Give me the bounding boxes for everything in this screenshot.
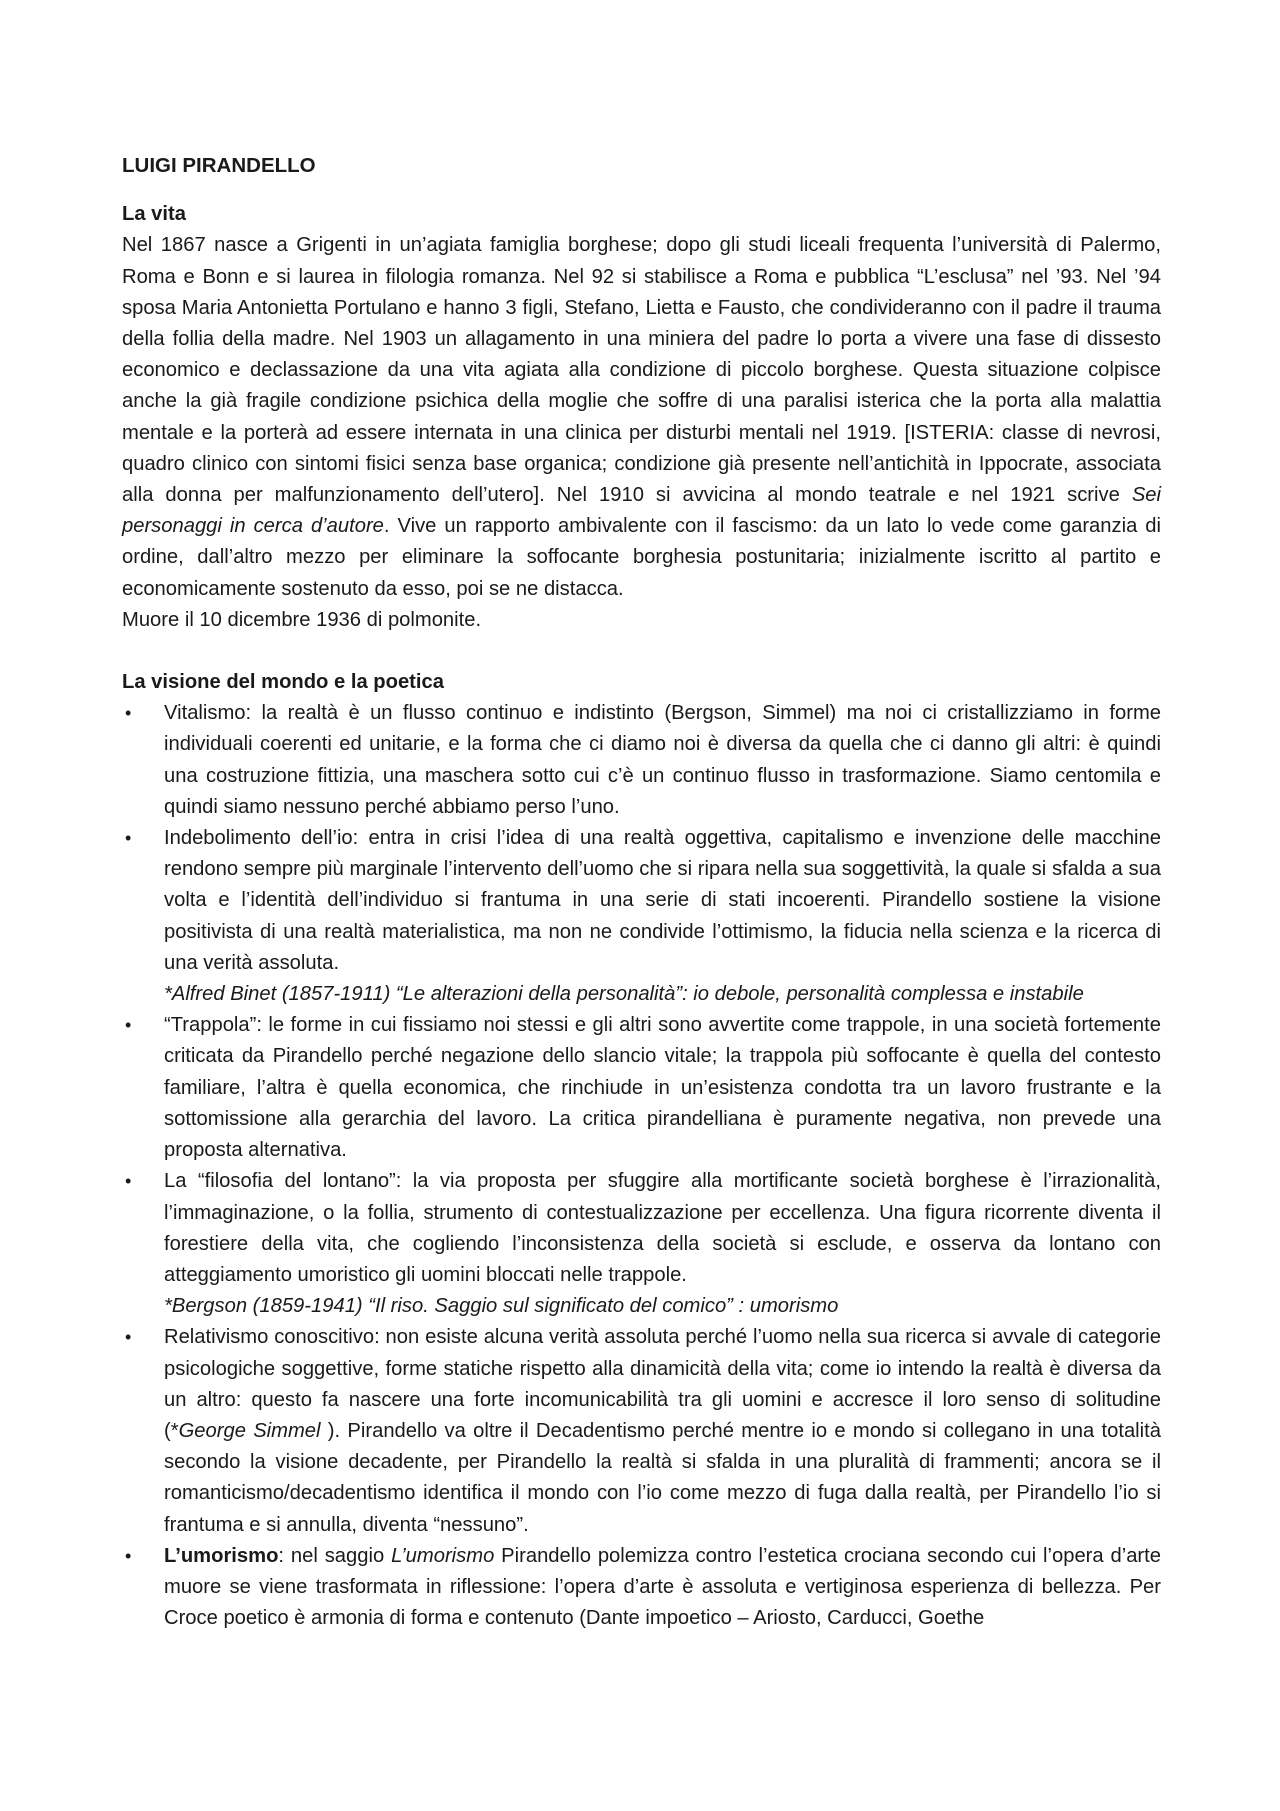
section-heading-visione: La visione del mondo e la poetica bbox=[122, 671, 444, 694]
bullet-icon: • bbox=[125, 1545, 132, 1566]
list-item-text: La “filosofia del lontano”: la via proposta per sfuggire alla mortificante società borghese è l’irrazionalità, l’immaginazione, o la follia, strumento di contestualizzazione per eccellenza. Una figura ricorrente diventa il forestiere della vita, che cogliendo l’inconsistenza della società si esclude, e osserva da lontano con atteggiamento umoristico gli uomini bloccati nelle trappole. bbox=[164, 1170, 1161, 1286]
bullet-icon: • bbox=[125, 828, 132, 849]
author-name-simmel: George Simmel bbox=[178, 1419, 321, 1442]
vita-text-start: Nel 1867 nasce a Grigenti in un’agiata famiglia borghese; dopo gli studi liceali frequenta l’università di Palermo, Roma e Bonn e si laurea in filologia romanza. Nel 92 si stabilisce a Roma e pubblica “L’esclusa” nel ’93. Nel ’94 sposa Maria Antonietta Portulano e hanno 3 figli, Stefano, Lietta e Fausto, che condivideranno con il padre il trauma della follia della madre. Nel 1903 un allagamento in una miniera del padre lo porta a vivere una fase di dissesto economico e declassazione da una vita agiata alla condizione di piccolo borghese. Questa situazione colpisce anche la già fragile condizione psichica della moglie che soffre di una paralisi isterica che la porta alla malattia mentale e la porterà ad essere internata in una clinica per disturbi mentali nel 1919. [ISTERIA: classe di nevrosi, quadro clinico con sintomi fisici senza base organica; condizione già presente nell’antichità in Ippocrate, associata alla donna per malfunzionamento dell’utero]. Nel 1910 si avvicina al mondo teatrale e nel 1921 scrive bbox=[122, 234, 1161, 507]
vita-text-end: . Vive un rapporto ambivalente con il fascismo: da un lato lo vede come garanzia di ordine, dall’altro mezzo per eliminare la soffocante borghesia postunitaria; inizialmente iscritto al partito e economicamente sostenuto da esso, poi se ne distacca. bbox=[122, 515, 1162, 600]
list-item-text: Indebolimento dell’io: entra in crisi l’idea di una realtà oggettiva, capitalismo e invenzione delle macchine rendono sempre più marginale l’intervento dell’uomo che si ripara nella sua soggettività, la quale si sfalda a sua volta e l’identità dell’individuo si frantuma in una serie di stati incoerenti. Pirandello sostiene la visione positivista di una realtà materialistica, ma non ne condivide l’ottimismo, la fiducia nella scienza e la ricerca di una verità assoluta. bbox=[164, 827, 1161, 974]
visione-bullet-list bbox=[122, 698, 1161, 1634]
umorismo-term: L’umorismo bbox=[164, 1544, 279, 1567]
section-heading-vita: La vita bbox=[122, 203, 186, 226]
work-title-sei-personaggi: Sei personaggi in cerca d’autore bbox=[122, 484, 1161, 538]
bullet-icon: • bbox=[125, 703, 132, 724]
reference-note-bergson: *Bergson (1859-1941) “Il riso. Saggio sul significato del comico” : umorismo bbox=[164, 1295, 839, 1318]
bullet-icon: • bbox=[125, 1327, 132, 1348]
list-item-text: “Trappola”: le forme in cui fissiamo noi stessi e gli altri sono avvertite come trappole, in una società fortemente criticata da Pirandello perché negazione dello slancio vitale; la trappola più soffocante è quella del contesto familiare, l’altra è quella economica, che rinchiude in un’esistenza condotta tra un lavoro frustrante e la sottomissione alla gerarchia del lavoro. La critica pirandelliana è puramente negativa, non prevede una proposta alternativa. bbox=[164, 1014, 1161, 1162]
relativismo-text-start: Relativismo conoscitivo: non esiste alcuna verità assoluta perché l’uomo nella sua ricerca si avvale di categorie psicologiche soggettive, forme statiche rispetto alla dinamicità della vita; come io intendo la realtà è diversa da un altro: questo fa nascere una forte incomunicabilità tra gli uomini e accresce il loro senso di solitudine (* bbox=[164, 1326, 1161, 1442]
umorismo-text-end: Pirandello polemizza contro l’estetica crociana secondo cui l’opera d’arte muore se viene trasformata in riflessione: l’opera d’arte è assoluta e vertiginosa esperienza di bellezza. Per Croce poetico è armonia di forma e contenuto (Dante impoetico – Ariosto, Carducci, Goethe bbox=[164, 1544, 1161, 1630]
document-title: LUIGI PIRANDELLO bbox=[122, 154, 316, 177]
list-item-relativismo bbox=[122, 1322, 1161, 1540]
vita-paragraph bbox=[122, 230, 1161, 604]
list-item-vitalismo bbox=[122, 698, 1161, 823]
work-title-umorismo: L’umorismo bbox=[391, 1544, 495, 1567]
list-item-filosofia-lontano bbox=[122, 1166, 1161, 1322]
relativismo-text-end: ). Pirandello va oltre il Decadentismo perché mentre io e mondo si collegano in una totalità secondo la visione decadente, per Pirandello la realtà si sfalda in una pluralità di frammenti; ancora se il romanticismo/decadentismo identifica il mondo con l’io come mezzo di fuga dalla realtà, per Pirandello l’io si frantuma e si annulla, diventa “nessuno”. bbox=[164, 1419, 1161, 1536]
list-item-indebolimento-io bbox=[122, 823, 1161, 1010]
list-item-umorismo bbox=[122, 1541, 1161, 1635]
section-vita bbox=[122, 199, 1161, 636]
list-item-text bbox=[164, 1545, 1161, 1629]
section-spacer bbox=[122, 636, 1161, 667]
bullet-icon: • bbox=[125, 1015, 132, 1036]
bullet-icon: • bbox=[125, 1171, 132, 1192]
reference-note-binet: *Alfred Binet (1857-1911) “Le alterazioni della personalità”: io debole, personalità complessa e instabile bbox=[164, 983, 1084, 1006]
vita-death-line: Muore il 10 dicembre 1936 di polmonite. bbox=[122, 608, 482, 631]
list-item-trappola bbox=[122, 1010, 1161, 1166]
umorismo-text-start: : nel saggio bbox=[278, 1544, 392, 1567]
list-item-text: Vitalismo: la realtà è un flusso continuo e indistinto (Bergson, Simmel) ma noi ci cristallizziamo in forme individuali coerenti ed unitarie, e la forma che ci diamo noi è diversa da quella che ci danno gli altri: è quindi una costruzione fittizia, una maschera sotto cui c’è un continuo flusso in trasformazione. Siamo centomila e quindi siamo nessuno perché abbiamo perso l’uno. bbox=[164, 702, 1161, 818]
section-visione bbox=[122, 667, 1161, 1634]
list-item-text bbox=[164, 1326, 1161, 1535]
